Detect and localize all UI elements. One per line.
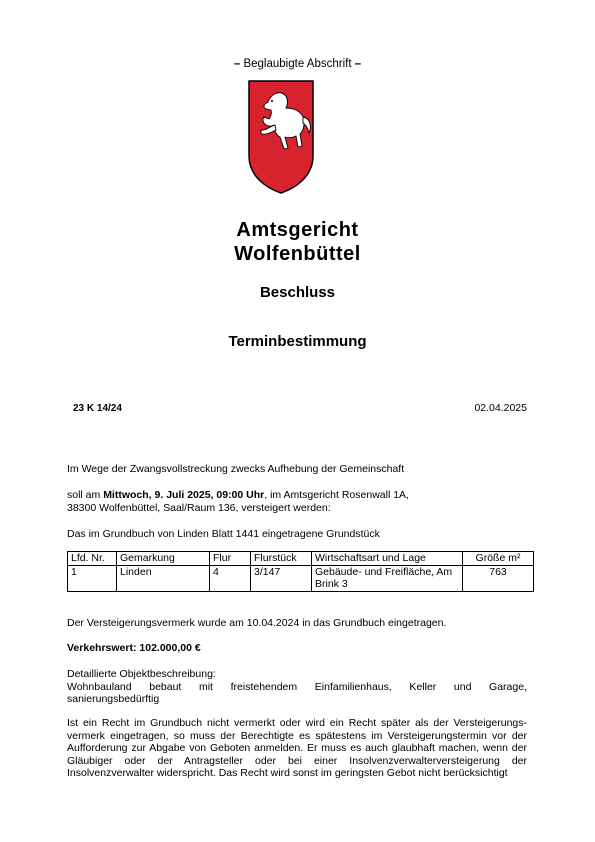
description-line1: Wohnbauland bebaut mit freistehendem Einfamilienhaus, Keller und Garage, <box>67 680 527 693</box>
auction-location: , im Amtsgericht Rosenwall 1A, <box>264 489 409 501</box>
lower-saxony-horse-crest-icon <box>248 80 314 194</box>
description-heading: Detaillierte Objektbeschreibung: <box>67 668 216 680</box>
certified-copy-note <box>0 58 595 70</box>
auction-appointment <box>67 489 527 514</box>
auction-datetime: Mittwoch, 9. Juli 2025, 09:00 Uhr <box>103 489 265 501</box>
intro-text: Im Wege der Zwangsvollstreckung zwecks Aufhebung der Gemeinschaft <box>67 463 405 475</box>
cell-flur: 4 <box>210 565 251 591</box>
col-header-wirtschaftsart: Wirtschaftsart und Lage <box>312 552 463 566</box>
cell-lfd-nr: 1 <box>68 565 117 591</box>
dash-left: – <box>233 58 241 70</box>
certified-copy-label: Beglaubigte Abschrift <box>243 58 352 70</box>
cell-gemarkung: Linden <box>117 565 210 591</box>
object-description <box>67 668 527 706</box>
col-header-gemarkung: Gemarkung <box>117 552 210 566</box>
registry-intro: Das im Grundbuch von Linden Blatt 1441 eingetragene Grundstück <box>67 528 380 540</box>
document-date: 02.04.2025 <box>474 402 527 414</box>
table-header-row <box>68 552 534 566</box>
document-subtitle: Terminbestimmung <box>228 333 367 350</box>
court-name-line2: Wolfenbüttel <box>234 243 361 265</box>
rights-paragraph: Ist ein Recht im Grundbuch nicht vermerkt oder wird ein Recht später als der Versteigerungs-vermerk eingetragen, so muss der Berechtigte es spätestens im Versteigerungstermin vor der Aufforderung zur Abgabe von Geboten anmelden. Er muss es auch glaubhaft machen, wenn der Gläubiger oder der Antragsteller oder bei einer Insolvenzverwalterversteigerung der Insolvenzverwalter widerspricht. Das Recht wird sonst im geringsten Gebot nicht berücksichtigt <box>67 717 527 779</box>
document-type: Beschluss <box>259 284 336 301</box>
col-header-flur: Flur <box>210 552 251 566</box>
cell-groesse: 763 <box>463 565 534 591</box>
auction-prefix: soll am <box>67 489 104 501</box>
col-header-lfd-nr: Lfd. Nr. <box>68 552 117 566</box>
court-name <box>0 218 595 266</box>
col-header-groesse: Größe m² <box>463 552 534 566</box>
cell-wirtschaftsart: Gebäude- und Freifläche, Am Brink 3 <box>312 565 463 591</box>
property-table <box>67 551 534 592</box>
table-row <box>68 565 534 591</box>
court-name-line1: Amtsgericht <box>236 219 359 241</box>
market-value-label: Verkehrswert: <box>67 642 137 654</box>
cell-flurstueck: 3/147 <box>251 565 312 591</box>
description-line2: sanierungsbedürftig <box>67 693 160 705</box>
market-value-amount: 102.000,00 € <box>139 642 201 654</box>
dash-right: – <box>354 58 362 70</box>
case-number: 23 K 14/24 <box>73 403 122 414</box>
market-value <box>67 642 527 655</box>
registry-note: Der Versteigerungsvermerk wurde am 10.04.2024 in das Grundbuch eingetragen. <box>67 617 447 629</box>
auction-address: 38300 Wolfenbüttel, Saal/Raum 136, versteigert werden: <box>67 501 331 514</box>
col-header-flurstueck: Flurstück <box>251 552 312 566</box>
